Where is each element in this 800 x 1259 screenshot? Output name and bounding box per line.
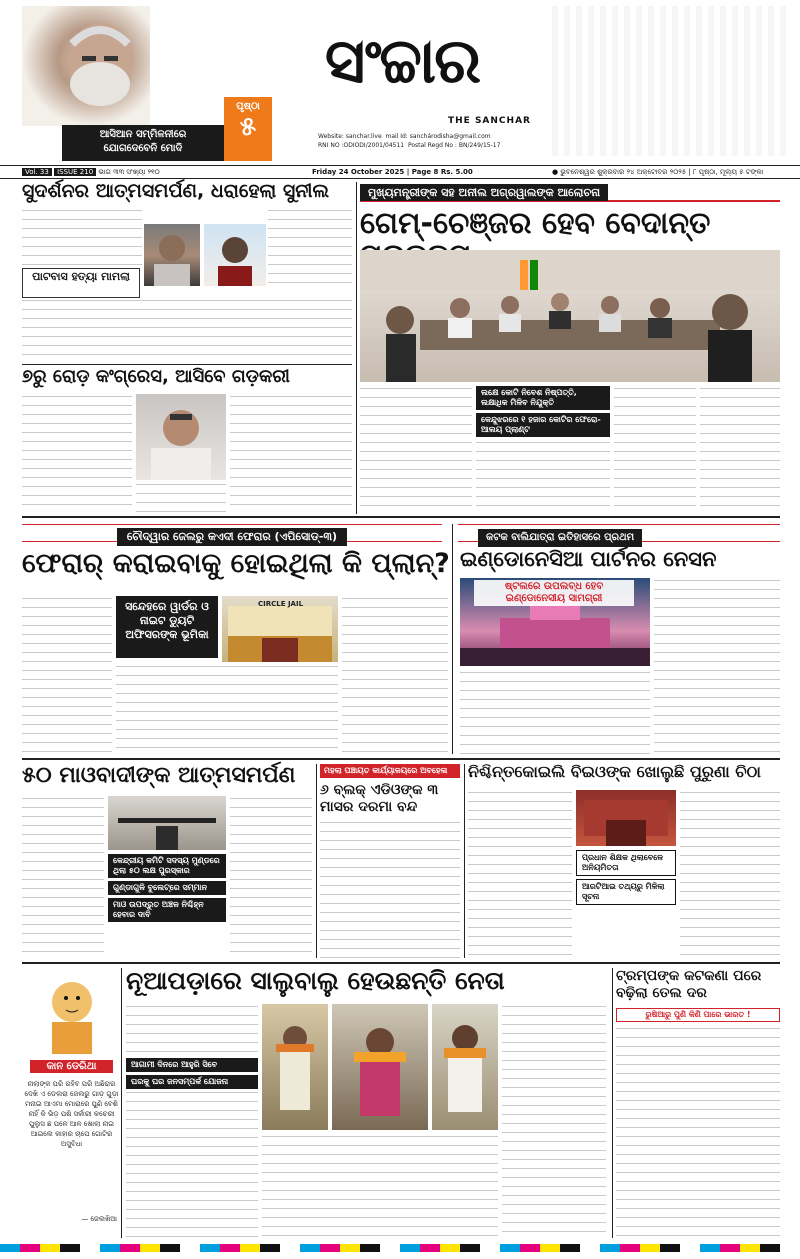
jail-box[interactable]: [116, 596, 218, 658]
jail-body-b: [342, 596, 448, 754]
nuapada-body-d: [262, 1134, 498, 1238]
nuapada-body-a: [126, 1004, 258, 1054]
indo-banner: [474, 580, 634, 606]
story-1-photo-b[interactable]: [204, 224, 266, 286]
bjd-bullet-2: ଆରଟିଆଇ ତଥ୍ୟରୁ ମିଳିଲା ସୂଚନା: [576, 879, 676, 905]
maoist-bullet-2: ଗୁଣ୍ଡାଗୁଳି ବୁଲେଟ୍ରେ ସମ୍ମାନ: [108, 881, 226, 895]
indo-banner-text: ଷ୍ଟଲରେ ଉପଲବ୍ଧ ହେବ ଇଣ୍ଡୋନେସୀୟ ସାମଗ୍ରୀ: [504, 581, 604, 604]
cartoon-label[interactable]: କାନ ଡେରିଥା: [30, 1060, 113, 1073]
story-2-body-c: [136, 482, 226, 512]
jail-kicker[interactable]: [22, 524, 442, 542]
cartoon-box: [22, 968, 122, 1238]
indo-photo[interactable]: [460, 578, 650, 666]
teaser-page-badge[interactable]: [224, 97, 272, 161]
logo-text: ସଂଚ୍ଚାର: [324, 24, 480, 97]
cartoon-sign: — ଜେଲଖିଆ: [81, 1215, 117, 1223]
lead-headline[interactable]: ଗେମ୍-ଚେଞ୍ଜର ହେବ ବେଦାନ୍ତ: [360, 206, 711, 241]
rule-top-section: [22, 516, 780, 518]
story-1-headline[interactable]: ସୁଦର୍ଶନର ଆତ୍ମସମର୍ପଣ, ଧରାହେଲା ସୁନୀଲ: [22, 180, 330, 202]
lead-kicker[interactable]: [360, 184, 780, 202]
rule-col-mid: [452, 524, 453, 754]
bjd-photo[interactable]: [576, 790, 676, 846]
rule-bottom-section: [22, 962, 780, 964]
bdo-body: [320, 820, 460, 958]
maoist-bullets: [108, 854, 226, 922]
maoist-body-b: [230, 796, 312, 958]
indo-body-b: [460, 670, 650, 754]
rule-col-b3: [612, 968, 613, 1238]
indo-body-a: [654, 578, 780, 754]
bjd-bullet-1: ପ୍ରଧାନ ଶିକ୍ଷକ ଥିଲାବେଳେ ଅନିୟମିତତା: [576, 850, 676, 876]
bhag: ଭାଗ ୩୩: [98, 168, 125, 176]
nuapada-body-c: [502, 1004, 606, 1238]
website[interactable]: Website: sanchar.live: [318, 133, 382, 140]
oil-subhead-text: ରୁଷିଆରୁ ପୁଣି କିଣି ପାରେ ଭାରତ !: [645, 1010, 751, 1019]
nuapada-photo-1[interactable]: [262, 1004, 328, 1130]
story-2-body-a: [22, 394, 132, 512]
logo-english: THE SANCHAR: [448, 116, 531, 126]
story-1-body-b: [268, 208, 352, 288]
bjd-body-a: [468, 790, 572, 958]
nuapada-bullets: [126, 1058, 258, 1089]
teaser-caption-line-2: ଯୋଗଦେବେନି ମୋଦି: [103, 143, 183, 154]
jail-photo[interactable]: [222, 596, 338, 662]
indo-headline[interactable]: ଇଣ୍ଡୋନେସିଆ ପାର୍ଟନର ନେସନ: [460, 547, 717, 571]
teaser-caption[interactable]: [62, 125, 224, 161]
nuapada-bullet-2: ଘରକୁ ଘର ଜନସମ୍ପର୍କ ଯୋଜନା: [126, 1075, 258, 1089]
nuapada-photo-3[interactable]: [432, 1004, 498, 1130]
oil-subhead[interactable]: [616, 1008, 780, 1022]
oil-body: [616, 1026, 780, 1238]
bdo-kicker[interactable]: [320, 764, 460, 778]
nuapada-headline[interactable]: ନୂଆପଡ଼ାରେ ସାଲୁବାଲୁ ହେଉଛନ୍ତି ନେତା: [126, 966, 505, 995]
nuapada-photo-2[interactable]: [332, 1004, 428, 1130]
lead-bullet-1: ଲକ୍ଷେ କୋଟି ନିବେଶ ନିଷ୍ପତ୍ତି, ଲକ୍ଷାଧିକ ମିଳିବ ନିଯୁକ୍ତି: [476, 386, 610, 410]
story-1-tag-text: ପାଟବାସ ହତ୍ୟା ମାମଲା: [32, 270, 130, 283]
bjd-headline[interactable]: ନିଶ୍ଚିନ୍ତକୋଇଲି ବିଇଓଙ୍କ ଖୋଲୁଛି ପୁରୁଣା ଚିଠା: [468, 762, 761, 781]
sankhya: ସଂଖ୍ୟା ୨୧୦: [126, 168, 160, 176]
story-2-headline[interactable]: ୭ରୁ ରୋଡ଼ କଂଗ୍ରେସ, ଆସିବେ ଗଡ଼କରୀ: [22, 366, 290, 387]
email[interactable]: mail Id: sanchárodisha@gmail.com: [385, 133, 491, 140]
teaser-portrait-icon: [22, 6, 150, 126]
nuapada-bullet-1: ଆଗାମୀ ଦିନରେ ଆହୁରି ସିବେ: [126, 1058, 258, 1072]
jail-headline[interactable]: ଫେରାର୍ କରାଇବାକୁ ହୋଇଥିଲା କି ପ୍ଲାନ୍?: [22, 548, 450, 579]
nuapada-body-b: [126, 1090, 258, 1238]
bdo-kicker-text: ମହଲା ପଞ୍ଚାୟତ କାର୍ଯ୍ୟାଳୟରେ ଅବହେଳା: [324, 766, 448, 775]
lead-kicker-text: ମୁଖ୍ୟମନ୍ତ୍ରୀଙ୍କ ସହ ଅନୀଲ ଅଗ୍ରୱାଲଙ୍କ ଆଲୋଚନା: [360, 184, 608, 201]
bjd-body-b: [680, 790, 780, 958]
cartoon-figure-icon: [22, 968, 122, 1054]
maoist-photo[interactable]: [108, 796, 226, 850]
maoist-bullet-3: ମାଓ ଉପଦ୍ରୁତ ଅଞ୍ଚଳ ନିଶ୍ଚିହ୍ନ ହେବାର ଦାବି: [108, 898, 226, 922]
rule-mid-section: [22, 758, 780, 760]
dateline-center: Friday 24 October 2025 | Page 8 Rs. 5.00: [312, 168, 473, 176]
masthead-contact: [318, 132, 538, 150]
lead-body-d: [700, 386, 780, 512]
dateline-bar: [0, 165, 800, 179]
story-1-body-c: [22, 298, 352, 362]
color-strip: [0, 1244, 800, 1252]
rule-col-m3: [464, 764, 465, 958]
oil-headline[interactable]: ଟ୍ରମ୍ପଙ୍କ କଟକଣା ପରେ ବଢ଼ିଲା ତେଲ ଦର: [616, 968, 762, 1001]
lead-photo[interactable]: [360, 250, 780, 382]
story-1-body-a: [22, 208, 142, 268]
lead-body-b: [476, 440, 610, 512]
dateline-left: [22, 166, 160, 178]
teaser-page-label: ପୃଷ୍ଠା: [236, 101, 260, 112]
rule-col-l3: [316, 764, 317, 958]
maoist-bullet-1: କେନ୍ଦ୍ରୀୟ କମିଟି ସଦସ୍ୟ ମୁଣ୍ଡରେ ଥିଲା ୫୦ ଲକ୍ଷ ପୁରସ୍କାର: [108, 854, 226, 878]
lead-body-c: [614, 386, 696, 512]
teaser-page-number: ୫: [239, 112, 257, 142]
volume: Vol. 33: [22, 168, 52, 176]
story-2-body-b: [230, 394, 352, 512]
bjd-bullets: [576, 850, 676, 905]
story-2-photo[interactable]: [136, 394, 226, 480]
cartoon-text: ନାଲାଙ୍କ ପରି ରହିବ ପରି ଅଛିରାର ଦେଖି ଏ ଡେଲରା ଜେଲରୁ ଗାଡ଼ ଗୁଡ଼ା ମନାଇ ଆଏମା ମୋରାରେ ପୁଣି ବେଶି ନାହିଁ କି ଭିଡ଼ ପଶି ସର୍କାରୀ କଚେରୀ ପୁଲୁସ ଛ ପଳେ ଆଳ ଖୋଲା ନାଇ ଆଇଲେ କାହାର ଚାପେ ଗୋଟିର ଅସୁବିଧା: [24, 1080, 119, 1148]
dateline-right: ● ଭୁବନେଶ୍ୱର ଶୁକ୍ରବାର ୨୪ ଅକ୍ଟୋବର ୨୦୨୫ | ୮ ପୃଷ୍ଠା, ମୂଲ୍ୟ ୫ ଟଙ୍କା: [552, 168, 764, 176]
meeting-illustration: [360, 250, 780, 382]
teaser-photo[interactable]: [22, 6, 150, 126]
masthead-right-panel: [552, 6, 792, 156]
masthead: [0, 0, 800, 178]
jail-sign: CIRCLE JAIL: [258, 600, 304, 608]
jail-body-a: [22, 596, 112, 754]
story-1-photo-a[interactable]: [144, 224, 200, 286]
rule-s1: [22, 364, 352, 365]
indo-kicker-text: କଟକ ବାଲିଯାତ୍ରା ଇତିହାସରେ ପ୍ରଥମ: [478, 529, 642, 547]
rni: RNI NO :ODIODI/2001/04511: [318, 142, 405, 149]
story-1-tag[interactable]: [22, 268, 140, 298]
lead-body-a: [360, 386, 472, 512]
teaser-caption-line-1: ଆସିଆନ ସମ୍ମିଳନୀରେ: [99, 129, 187, 140]
jail-kicker-text: ଚୌଦ୍ୱାର ଜେଲରୁ କଏଦୀ ଫେରାର (ଏପିସୋଡ୍-୩): [117, 528, 347, 546]
issue: ISSUE 210: [54, 168, 96, 176]
lead-bullet-2: କେନ୍ଦୁଝରରେ ୧ ହଜାର କୋଟିର ଫେରୋ-ଆଲୟ ପ୍ଲାଣ୍ଟ: [476, 413, 610, 437]
maoist-headline[interactable]: ୫୦ ମାଓବାଦୀଙ୍କ ଆତ୍ମସମର୍ପଣ: [22, 763, 296, 788]
maoist-body-a: [22, 796, 104, 958]
indo-kicker[interactable]: [458, 524, 780, 542]
rule-col-top: [356, 182, 357, 514]
bdo-headline[interactable]: ୬ ବ୍ଲକ୍ ଏଡିଓଙ୍କ ୩ ମାସର ଦରମା ବନ୍ଦ: [320, 782, 439, 815]
jail-body-c: [116, 664, 338, 754]
jail-box-text: ସନ୍ଦେହରେ ୱାର୍ଡର ଓ ନାଇଟ ଡ୍ୟୁଟି ଅଫିସରଙ୍କ ଭୂମିକା: [125, 600, 209, 641]
postal-regd: Postal Regd No : BN/249/15-17: [407, 142, 501, 149]
masthead-logo[interactable]: [282, 6, 522, 126]
